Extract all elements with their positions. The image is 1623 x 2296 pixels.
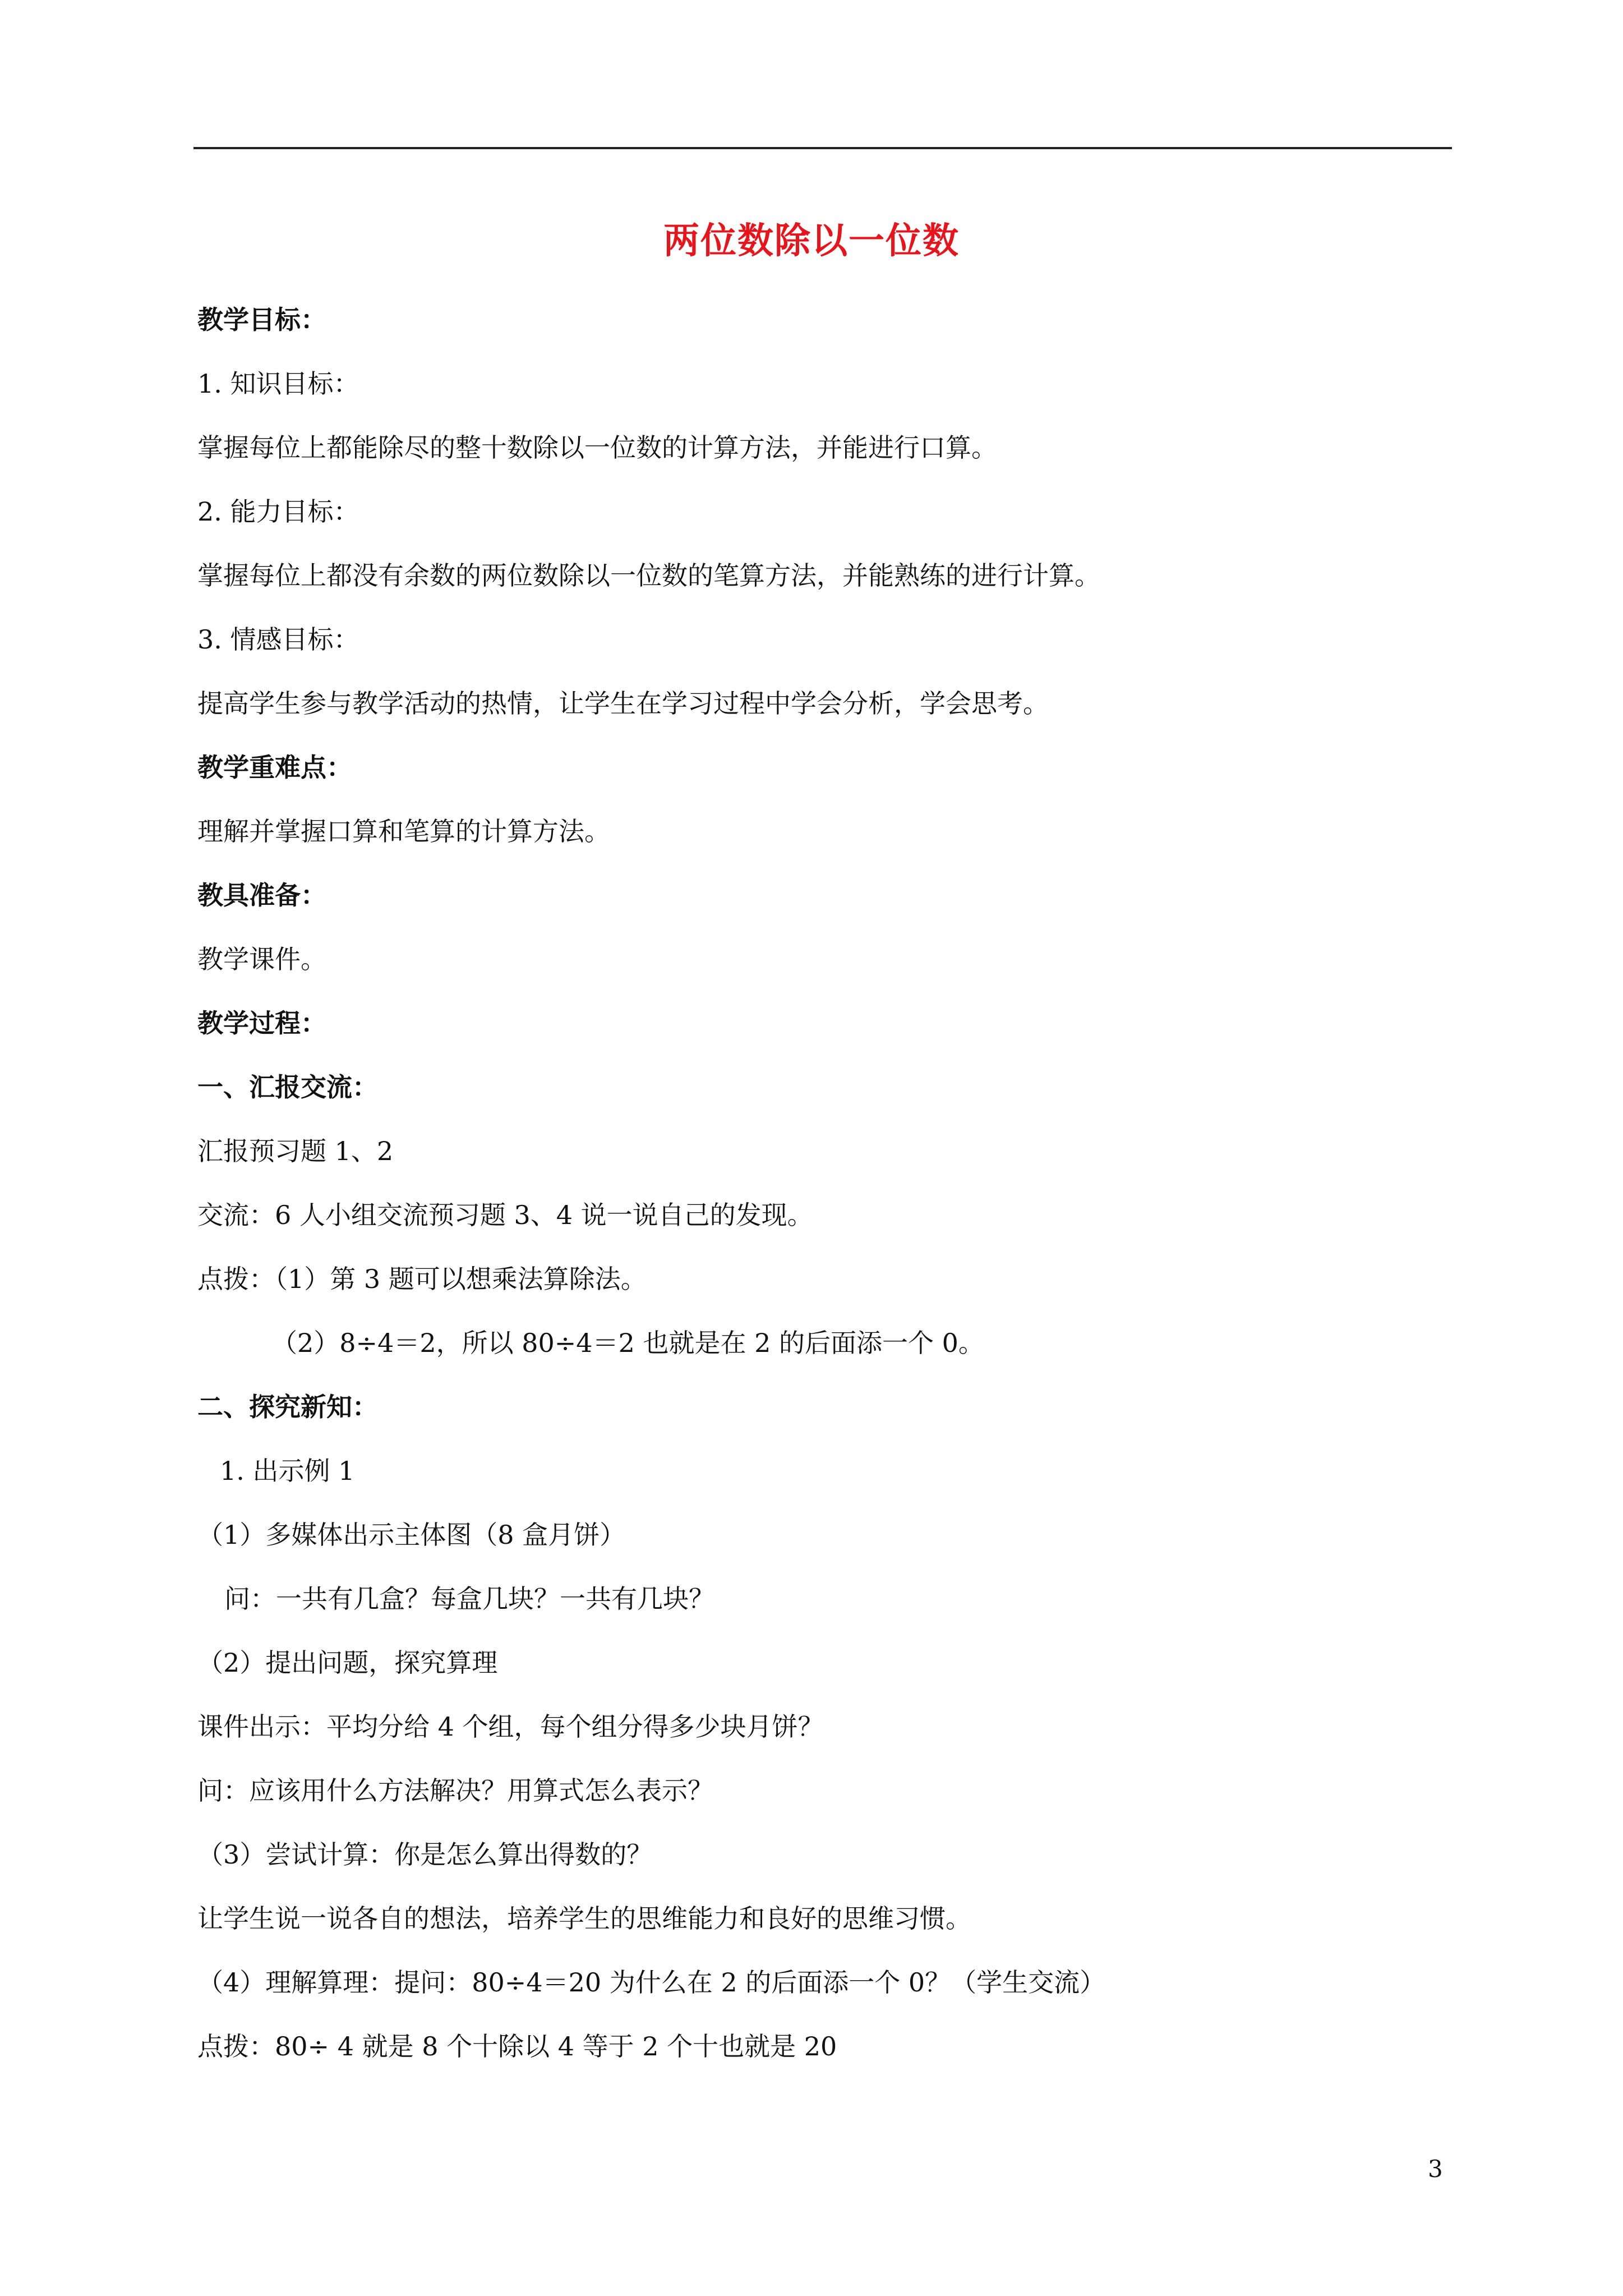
- paragraph: 点拨：80÷ 4 就是 8 个十除以 4 等于 2 个十也就是 20: [197, 2031, 837, 2062]
- paragraph: 1. 知识目标：: [197, 369, 359, 399]
- paragraph: 交流：6 人小组交流预习题 3、4 说一说自己的发现。: [197, 1200, 813, 1230]
- paragraph: 课件出示：平均分给 4 个组，每个组分得多少块月饼？: [197, 1711, 824, 1742]
- paragraph: 教学课件。: [197, 944, 326, 974]
- heading-teaching-goals: 教学目标：: [197, 305, 326, 335]
- paragraph: （4）理解算理：提问：80÷4＝20 为什么在 2 的后面添一个 0？（学生交流）: [197, 1967, 1106, 1998]
- heading-section-1: 一、汇报交流：: [197, 1072, 378, 1102]
- paragraph: 让学生说一说各自的想法，培养学生的思维能力和良好的思维习惯。: [197, 1903, 971, 1934]
- paragraph: （2）提出问题，探究算理: [197, 1648, 498, 1678]
- paragraph: （3）尝试计算：你是怎么算出得数的？: [197, 1839, 653, 1870]
- paragraph: 点拨：（1）第 3 题可以想乘法算除法。: [197, 1264, 647, 1294]
- heading-teaching-process: 教学过程：: [197, 1008, 326, 1038]
- paragraph: 提高学生参与教学活动的热情，让学生在学习过程中学会分析，学会思考。: [197, 688, 1049, 719]
- paragraph: （1）多媒体出示主体图（8 盒月饼）: [197, 1520, 626, 1550]
- paragraph: 汇报预习题 1、2: [197, 1136, 394, 1166]
- paragraph: 掌握每位上都没有余数的两位数除以一位数的笔算方法，并能熟练的进行计算。: [197, 560, 1100, 591]
- paragraph: 2. 能力目标：: [197, 496, 359, 527]
- paragraph: 3. 情感目标：: [197, 624, 359, 655]
- paragraph: （2）8÷4＝2，所以 80÷4＝2 也就是在 2 的后面添一个 0。: [271, 1328, 984, 1358]
- heading-teaching-aids: 教具准备：: [197, 880, 326, 910]
- page-title: 两位数除以一位数: [663, 220, 960, 262]
- paragraph: 问：应该用什么方法解决？用算式怎么表示？: [197, 1775, 713, 1806]
- page-number: 3: [1428, 2155, 1443, 2183]
- paragraph: 掌握每位上都能除尽的整十数除以一位数的计算方法，并能进行口算。: [197, 432, 997, 463]
- paragraph: 问：一共有几盒？每盒几块？一共有几块？: [224, 1584, 714, 1614]
- heading-key-points: 教学重难点：: [197, 752, 352, 783]
- paragraph: 理解并掌握口算和笔算的计算方法。: [197, 816, 610, 846]
- heading-section-2: 二、探究新知：: [197, 1392, 378, 1422]
- header-rule: [193, 147, 1452, 149]
- paragraph: 1. 出示例 1: [220, 1456, 355, 1486]
